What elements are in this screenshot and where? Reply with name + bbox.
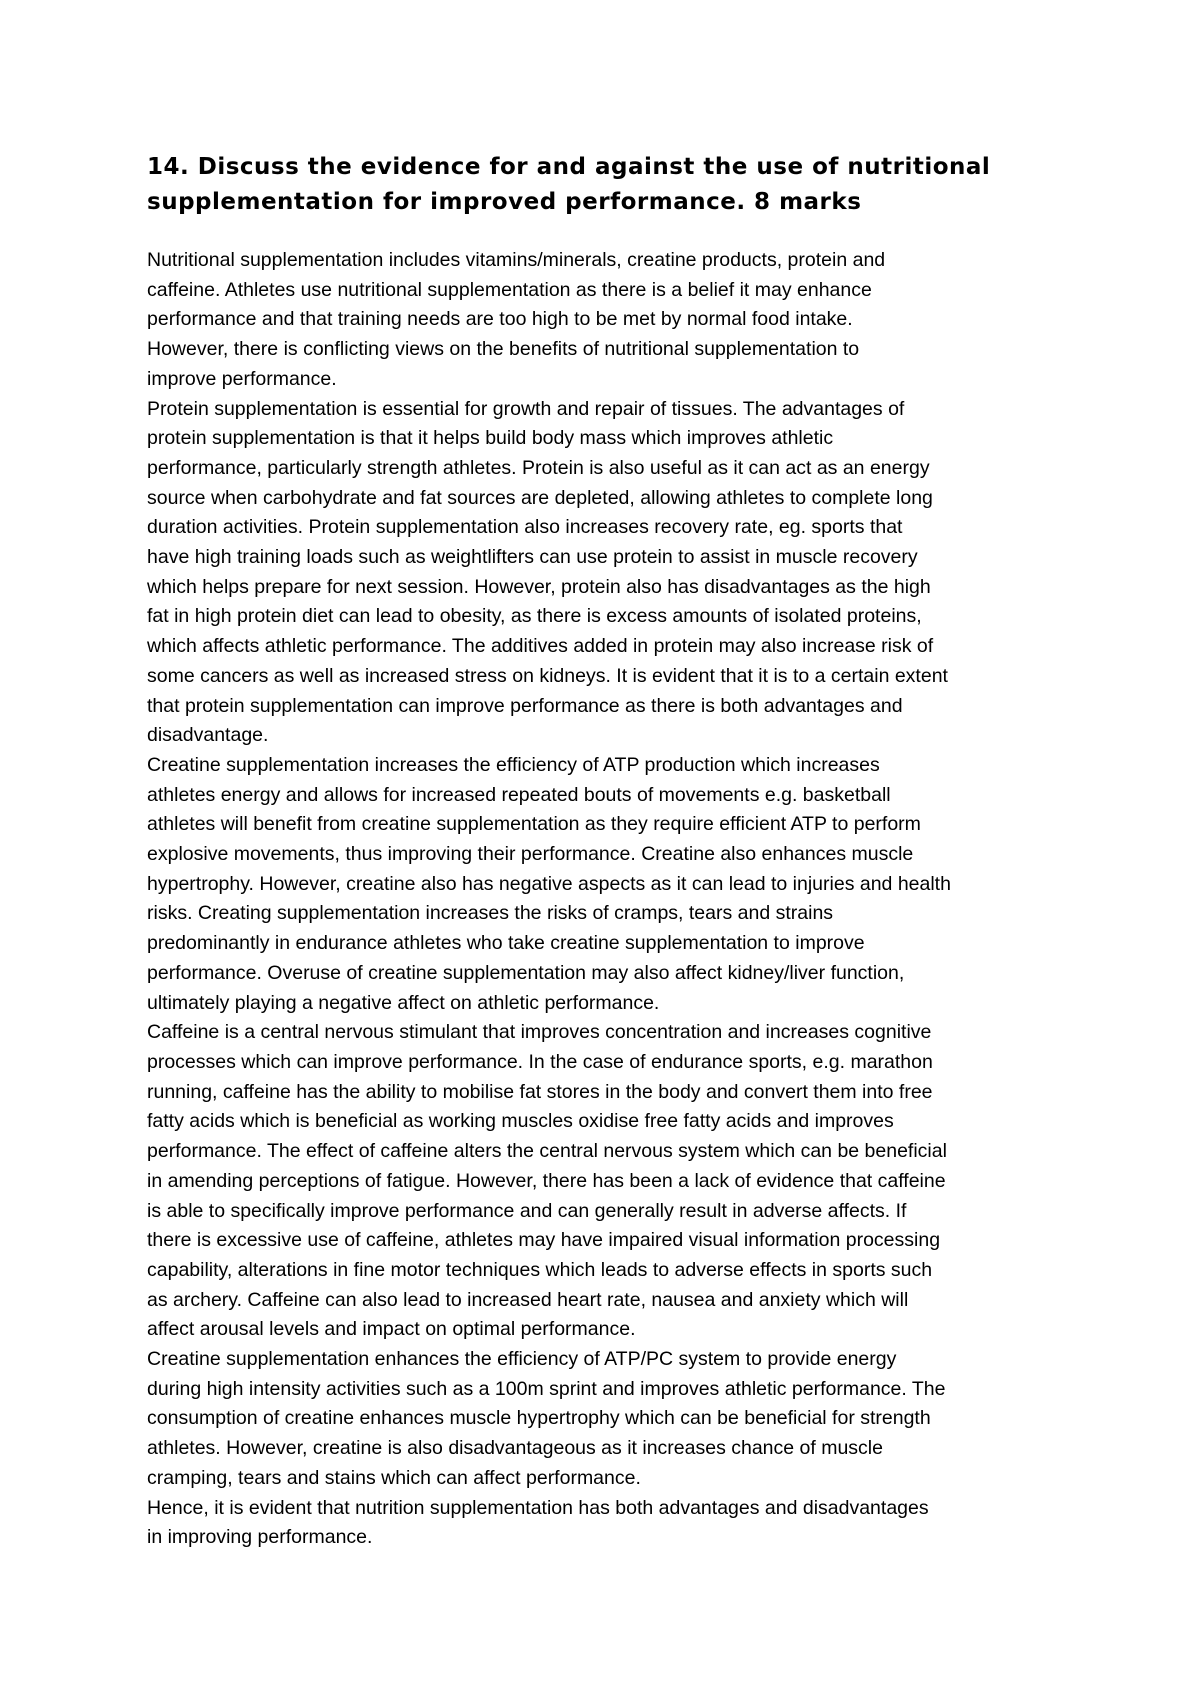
body-text-line: However, there is conflicting views on the benefits of nutritional supplementation to <box>147 338 860 361</box>
body-text-line: Creatine supplementation enhances the efficiency of ATP/PC system to provide energy <box>147 1348 897 1371</box>
body-text-line: Caffeine is a central nervous stimulant that improves concentration and increases cognitive <box>147 1021 932 1044</box>
body-text-line: predominantly in endurance athletes who take creatine supplementation to improve <box>147 932 865 955</box>
body-text-line: some cancers as well as increased stress on kidneys. It is evident that it is to a certain extent <box>147 664 948 687</box>
body-text-line: performance. Overuse of creatine supplementation may also affect kidney/liver function, <box>147 961 905 984</box>
body-text-line: protein supplementation is that it helps build body mass which improves athletic <box>147 427 834 450</box>
body-text-line: improve performance. <box>147 367 337 390</box>
body-text-line: athletes energy and allows for increased repeated bouts of movements e.g. basketball <box>147 783 891 806</box>
body-text-line: Nutritional supplementation includes vitamins/minerals, creatine products, protein and <box>147 249 886 271</box>
body-text-line: fat in high protein diet can lead to obesity, as there is excess amounts of isolated proteins, <box>147 605 922 628</box>
body-text-line: processes which can improve performance. In the case of endurance sports, e.g. marathon <box>147 1050 933 1073</box>
body-text-line: Protein supplementation is essential for growth and repair of tissues. The advantages of <box>147 397 905 420</box>
body-text-line: capability, alterations in fine motor techniques which leads to adverse effects in sports such <box>147 1258 933 1281</box>
question-heading <box>147 150 1077 220</box>
body-text-line: explosive movements, thus improving their performance. Creatine also enhances muscle <box>147 843 914 866</box>
body-text-line: during high intensity activities such as a 100m sprint and improves athletic performance. The <box>147 1377 946 1400</box>
body-text-line: there is excessive use of caffeine, athletes may have impaired visual information processing <box>147 1229 941 1252</box>
body-text-line: ultimately playing a negative affect on athletic performance. <box>147 991 660 1014</box>
heading-line: supplementation for improved performance. 8 marks <box>147 189 862 215</box>
body-text-line: Creatine supplementation increases the efficiency of ATP production which increases <box>147 753 880 776</box>
body-text-line: caffeine. Athletes use nutritional supplementation as there is a belief it may enhance <box>147 278 872 301</box>
body-text-line: in amending perceptions of fatigue. However, there has been a lack of evidence that caffeine <box>147 1169 946 1192</box>
heading-line: 14. Discuss the evidence for and against the use of nutritional <box>147 154 991 180</box>
body-text-line: in improving performance. <box>147 1526 373 1549</box>
body-text-line: hypertrophy. However, creatine also has negative aspects as it can lead to injuries and health <box>147 872 951 895</box>
body-text-line: fatty acids which is beneficial as working muscles oxidise free fatty acids and improves <box>147 1110 894 1133</box>
body-text-line: athletes. However, creatine is also disadvantageous as it increases chance of muscle <box>147 1437 883 1460</box>
body-text-line: that protein supplementation can improve performance as there is both advantages and <box>147 694 903 717</box>
body-text-line: risks. Creating supplementation increases the risks of cramps, tears and strains <box>147 902 834 925</box>
body-text-line: performance. The effect of caffeine alters the central nervous system which can be beneficial <box>147 1140 947 1163</box>
body-text-line: cramping, tears and stains which can affect performance. <box>147 1466 641 1489</box>
body-text-line: which helps prepare for next session. However, protein also has disadvantages as the high <box>147 575 931 598</box>
body-text-line: as archery. Caffeine can also lead to increased heart rate, nausea and anxiety which will <box>147 1288 909 1311</box>
body-text-line: affect arousal levels and impact on optimal performance. <box>147 1318 636 1341</box>
body-text-line: which affects athletic performance. The additives added in protein may also increase risk of <box>147 635 934 658</box>
body-text-line: consumption of creatine enhances muscle hypertrophy which can be beneficial for strength <box>147 1407 931 1430</box>
body-text-line: Hence, it is evident that nutrition supplementation has both advantages and disadvantages <box>147 1496 929 1519</box>
document-content <box>147 150 1077 1553</box>
body-text-line: athletes will benefit from creatine supplementation as they require efficient ATP to perform <box>147 813 921 836</box>
body-text-line: performance and that training needs are too high to be met by normal food intake. <box>147 308 853 331</box>
body-text-line: have high training loads such as weightlifters can use protein to assist in muscle recovery <box>147 546 918 569</box>
answer-body <box>147 246 1077 1553</box>
body-text-line: disadvantage. <box>147 724 269 747</box>
body-text-line: performance, particularly strength athletes. Protein is also useful as it can act as an energy <box>147 456 930 479</box>
body-text-line: duration activities. Protein supplementation also increases recovery rate, eg. sports that <box>147 516 903 539</box>
body-text-line: running, caffeine has the ability to mobilise fat stores in the body and convert them into free <box>147 1080 933 1103</box>
body-text-line: is able to specifically improve performance and can generally result in adverse affects. If <box>147 1199 907 1222</box>
body-text-line: source when carbohydrate and fat sources are depleted, allowing athletes to complete long <box>147 486 933 509</box>
